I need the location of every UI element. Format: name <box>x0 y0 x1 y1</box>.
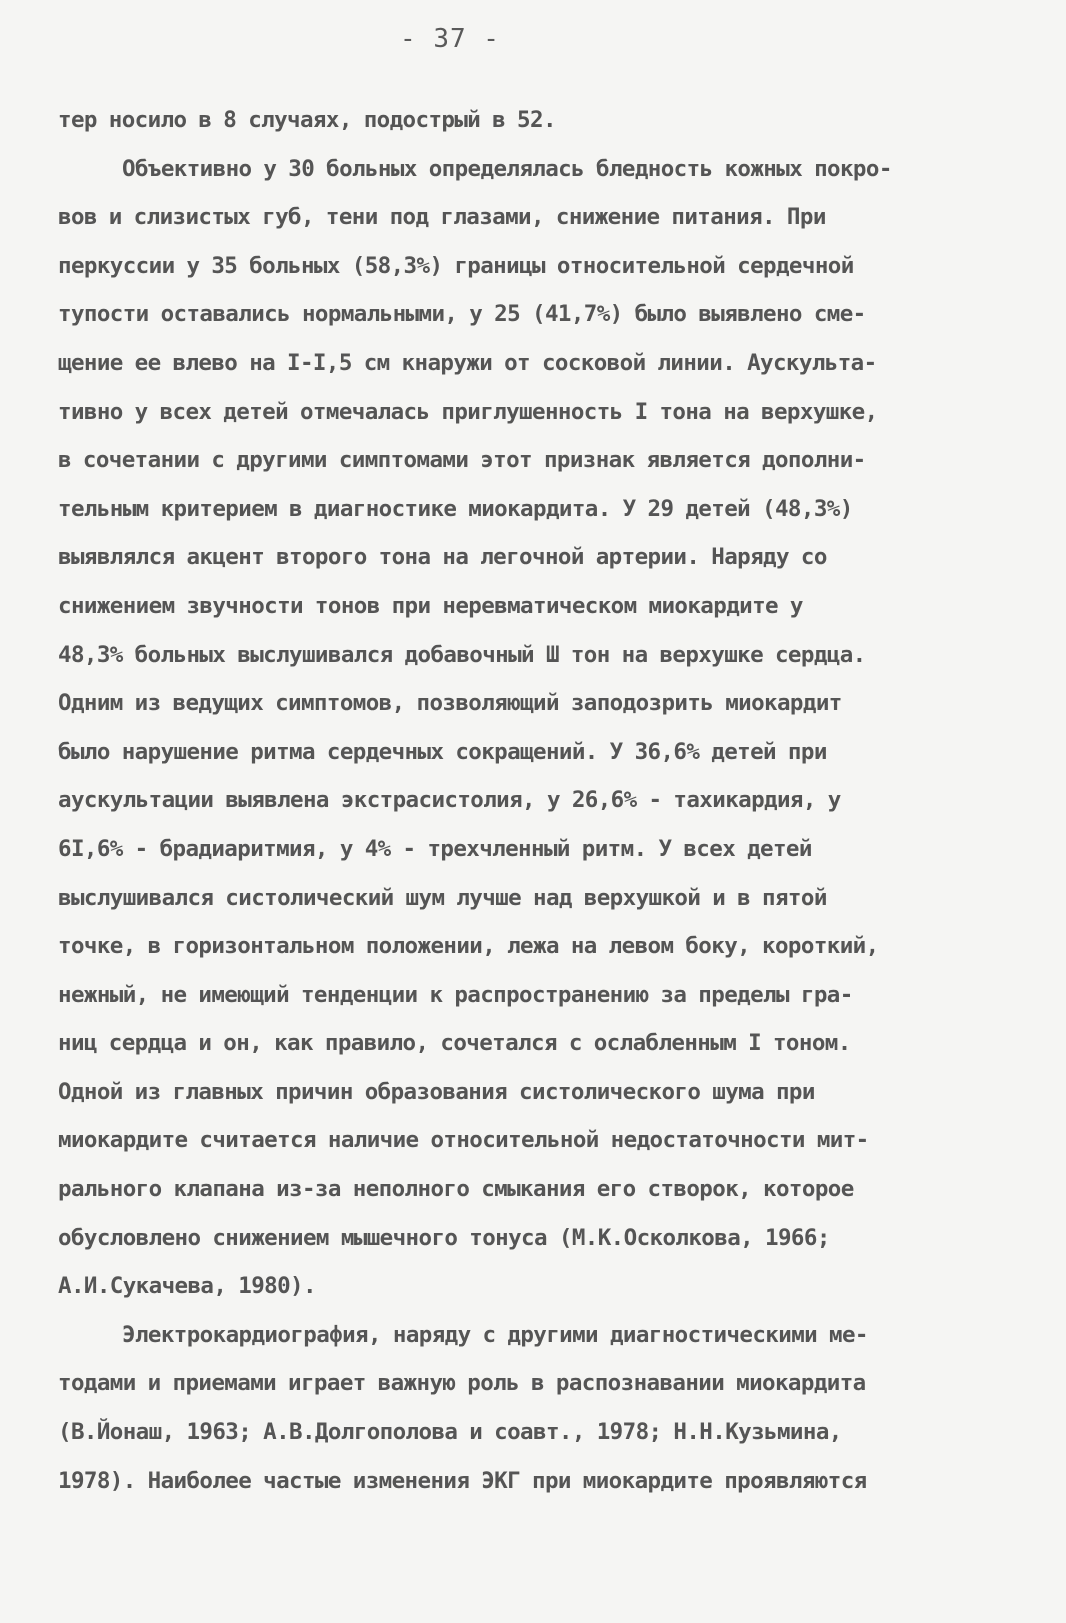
text-line: Одним из ведущих симптомов, позволяющий заподозрить миокардит <box>58 690 842 717</box>
page-number: - 37 - <box>400 24 500 54</box>
text-line: точке, в горизонтальном положении, лежа на левом боку, короткий, <box>58 933 879 960</box>
text-line: тер носило в 8 случаях, подострый в 52. <box>58 107 556 133</box>
text-line: вов и слизистых губ, тени под глазами, снижение питания. При <box>58 204 826 231</box>
text-line: тивно у всех детей отмечалась приглушенность I тона на верхушке, <box>58 398 878 425</box>
text-line: 6I,6% - брадиаритмия, у 4% - трехчленный ритм. У всех детей <box>58 835 812 862</box>
text-line: миокардите считается наличие относительной недостаточности мит- <box>58 1127 869 1154</box>
text-line: Одной из главных причин образования систолического шума при <box>58 1078 815 1105</box>
text-line: ниц сердца и он, как правило, сочетался с ослабленным I тоном. <box>58 1030 851 1057</box>
text-line: тодами и приемами играет важную роль в распознавании миокардита <box>58 1370 866 1397</box>
text-line: 48,3% больных выслушивался добавочный Ш тон на верхушке сердца. <box>58 641 866 668</box>
text-line: выявлялся акцент второго тона на легочной артерии. Наряду со <box>58 544 827 571</box>
text-line: снижением звучности тонов при неревматическом миокардите у <box>58 592 803 619</box>
text-line: тупости оставались нормальными, у 25 (41,7%) было выявлено сме- <box>58 301 866 328</box>
body-text <box>58 96 998 1505</box>
text-line: щение ее влево на I-I,5 см кнаружи от сосковой линии. Аускульта- <box>58 349 877 376</box>
text-line: (В.Йонаш, 1963; А.В.Долгополова и соавт., 1978; Н.Н.Кузьмина, <box>58 1419 842 1446</box>
text-line: тельным критерием в диагностике миокардита. У 29 детей (48,3%) <box>58 495 853 522</box>
text-line: выслушивался систолический шум лучше над верхушкой и в пятой <box>58 884 827 911</box>
text-line: Объективно у 30 больных определялась бледность кожных покро- <box>122 155 892 182</box>
text-line: было нарушение ритма сердечных сокращений. У 36,6% детей при <box>58 738 827 765</box>
text-line: Электрокардиография, наряду с другими диагностическими ме- <box>122 1321 868 1348</box>
text-line: обусловлено снижением мышечного тонуса (М.К.Осколкова, 1966; <box>58 1224 830 1251</box>
text-line: нежный, не имеющий тенденции к распространению за пределы гра- <box>58 981 853 1008</box>
text-line: перкуссии у 35 больных (58,3%) границы относительной сердечной <box>58 252 854 279</box>
text-line: рального клапана из-за неполного смыкания его створок, которое <box>58 1176 854 1203</box>
text-line: аускультации выявлена экстрасистолия, у 26,6% - тахикардия, у <box>58 787 841 814</box>
text-line: А.И.Сукачева, 1980). <box>58 1273 316 1300</box>
text-line: в сочетании с другими симптомами этот признак является дополни- <box>58 447 866 474</box>
text-line: 1978). Наиболее частые изменения ЭКГ при миокардите проявляются <box>58 1467 867 1494</box>
